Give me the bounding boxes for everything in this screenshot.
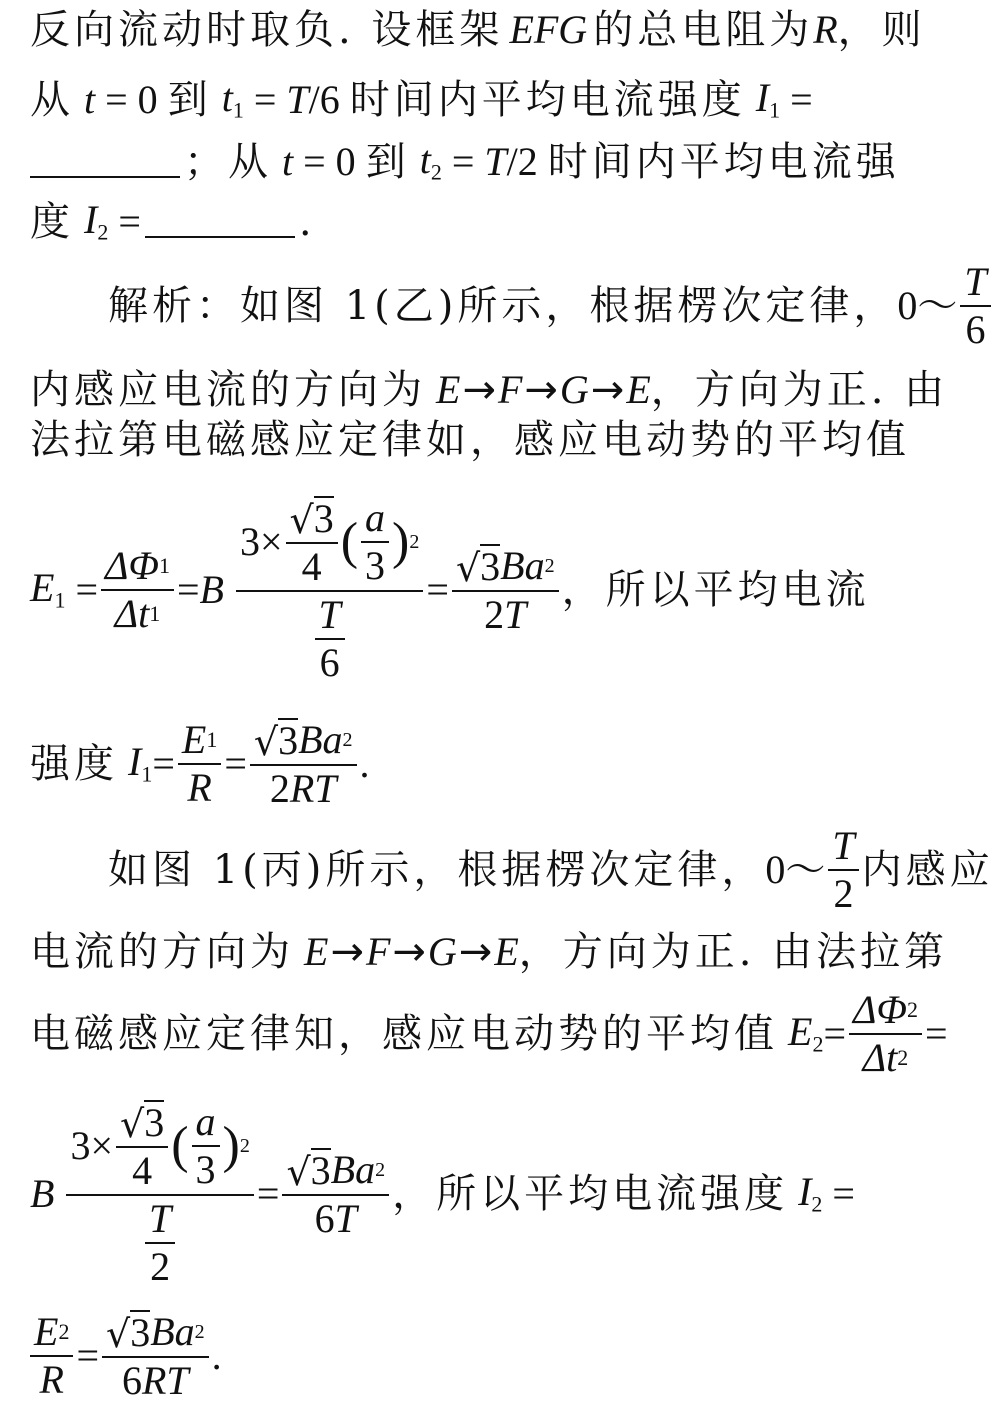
delta-t-1: Δ t 1	[114, 590, 161, 636]
flux-expression-2: 3× √ 3 4 ( $\frac{a}{3}$ ) 2	[70, 1098, 250, 1193]
i2-var-2: $I_2$	[788, 1168, 823, 1217]
t1-value: = T/6	[243, 76, 350, 122]
e2-over-r: E 2 R	[30, 1312, 73, 1400]
t-var-2: t	[272, 138, 294, 184]
i1-var-2: $I_1$	[118, 738, 153, 787]
analysis-line-3	[30, 417, 910, 463]
frac-den: 6	[965, 307, 986, 352]
e1-result: √ 3 Ba 2 2 T	[452, 544, 559, 635]
t-over-2-fraction: $\frac{T}{2}$	[828, 826, 858, 914]
a5-text: 强度	[30, 740, 118, 787]
equation-i2	[30, 1310, 222, 1401]
eq-j: =	[76, 1332, 99, 1378]
final-period: .	[211, 1332, 222, 1378]
current-path-1: E→F→G→E	[426, 367, 651, 413]
q2-text-b: 到	[167, 76, 212, 123]
analysis-line-5	[30, 718, 370, 809]
i1-result: √ 3 Ba 2 2 RT	[250, 718, 357, 809]
sqrt3-over-4-b: √ 3 4	[116, 1100, 168, 1191]
analysis-line-1	[108, 259, 994, 352]
question-line-1	[30, 7, 926, 53]
q1-text-c: ，则	[837, 7, 926, 53]
a2-text-a: 内感应电流的方向为	[30, 367, 426, 413]
b-field-2: B	[30, 1170, 55, 1216]
flux-over-time-1	[236, 496, 423, 683]
i2-result: √ 3 Ba 2 6 RT	[102, 1310, 209, 1401]
a-over-3-a: $\frac{a}{3}$	[361, 498, 389, 586]
t1-var: $t_1$	[211, 75, 244, 123]
answer-blank-1	[30, 146, 180, 178]
t2-value: = T/2	[441, 138, 548, 184]
analysis-line-2	[30, 367, 949, 413]
a5-period: .	[359, 740, 370, 786]
delta-phi-1: Δ Φ 1	[105, 542, 170, 588]
b2-text-b: ，方向为正. 由法拉第	[518, 929, 949, 975]
frame-label: EFG	[509, 7, 588, 52]
range-start: 0～	[897, 283, 958, 328]
t-eq-0: = 0	[95, 76, 168, 122]
eq-a: =	[65, 566, 98, 612]
q1-text-a: 反向流动时取负. 设框架	[30, 7, 504, 53]
i2-var: $I_2$	[74, 197, 109, 245]
eq-sign-1: =	[780, 76, 813, 122]
q1-text-b: 的总电阻为	[593, 7, 814, 53]
b-field-1: B	[199, 566, 224, 612]
resistance-symbol: R	[813, 7, 838, 52]
q3-text-a: ；从	[184, 138, 272, 185]
t2-var: $t_2$	[409, 137, 442, 185]
equation-e1	[30, 496, 870, 683]
t-var: t	[84, 76, 96, 122]
q2-text-a: 从	[30, 76, 74, 123]
b4-text: ，所以平均电流强度	[392, 1170, 789, 1217]
a-over-3-b: $\frac{a}{3}$	[192, 1102, 220, 1190]
analysis-line-7	[30, 929, 949, 975]
t-over-6-den: $\frac{T}{6}$	[308, 595, 352, 683]
e1-var: $E_1$	[30, 564, 66, 613]
equation-e2	[30, 1100, 855, 1287]
flux-over-time-2	[66, 1100, 253, 1287]
q3-text-c: 时间内平均电流强	[547, 138, 900, 185]
a1-text: 解析：如图 1(乙)所示，根据楞次定律，	[108, 283, 898, 329]
eq-b: =	[176, 566, 200, 612]
q2-text-c: 时间内平均电流强度	[349, 76, 746, 123]
a2-text-b: ，方向为正. 由	[650, 367, 949, 413]
b1-text-tail: 内感应	[861, 847, 994, 893]
e1-over-r: E 1 R	[178, 720, 221, 808]
eq-sign-2: =	[108, 198, 141, 244]
e2-result: √ 3 Ba 2 6 T	[282, 1148, 389, 1239]
eq-h: =	[256, 1170, 280, 1216]
analysis-line-8	[30, 987, 948, 1080]
t-over-2-den: $\frac{T}{2}$	[138, 1199, 182, 1287]
eq-g: =	[924, 1011, 948, 1056]
a4-text: ，所以平均电流	[561, 566, 870, 613]
analysis-line-6	[108, 823, 994, 916]
b1-text: 如图 1(丙)所示，根据楞次定律，	[108, 847, 766, 893]
q3-text-b: 到	[365, 138, 410, 185]
b3-text: 电磁感应定律知，感应电动势的平均值	[30, 1011, 778, 1057]
eq-e: =	[224, 740, 247, 786]
question-line-3	[30, 137, 900, 185]
flux-expression-1: 3× √ 3 4 ( $\frac{a}{3}$ ) 2	[239, 494, 420, 589]
eq-i: =	[822, 1170, 855, 1216]
current-path-2: E→F→G→E	[294, 929, 519, 975]
b2-text-a: 电流的方向为	[30, 929, 294, 975]
t-over-6-fraction	[960, 259, 990, 352]
question-line-4	[30, 197, 316, 245]
eq-d: =	[152, 740, 175, 786]
sqrt3-over-4-a: √ 3 4	[286, 496, 338, 587]
q4-text-a: 度	[30, 198, 74, 245]
eq-f: =	[823, 1011, 846, 1056]
dphi-over-dt-1	[101, 542, 174, 636]
question-line-2	[30, 75, 813, 123]
e2-var: $E_2$	[778, 1009, 824, 1057]
q4-period: .	[298, 198, 316, 245]
eq-c: =	[426, 566, 449, 612]
frac-num: T	[964, 259, 987, 304]
t-eq-0-2: = 0	[293, 138, 366, 184]
a3-text: 法拉第电磁感应定律如，感应电动势的平均值	[30, 417, 910, 463]
range-start-2: 0～	[765, 847, 826, 892]
i1-var: $I_1$	[745, 75, 781, 123]
answer-blank-2	[145, 206, 295, 238]
dphi-over-dt-2: Δ Φ 2 Δ t 2	[849, 990, 922, 1078]
